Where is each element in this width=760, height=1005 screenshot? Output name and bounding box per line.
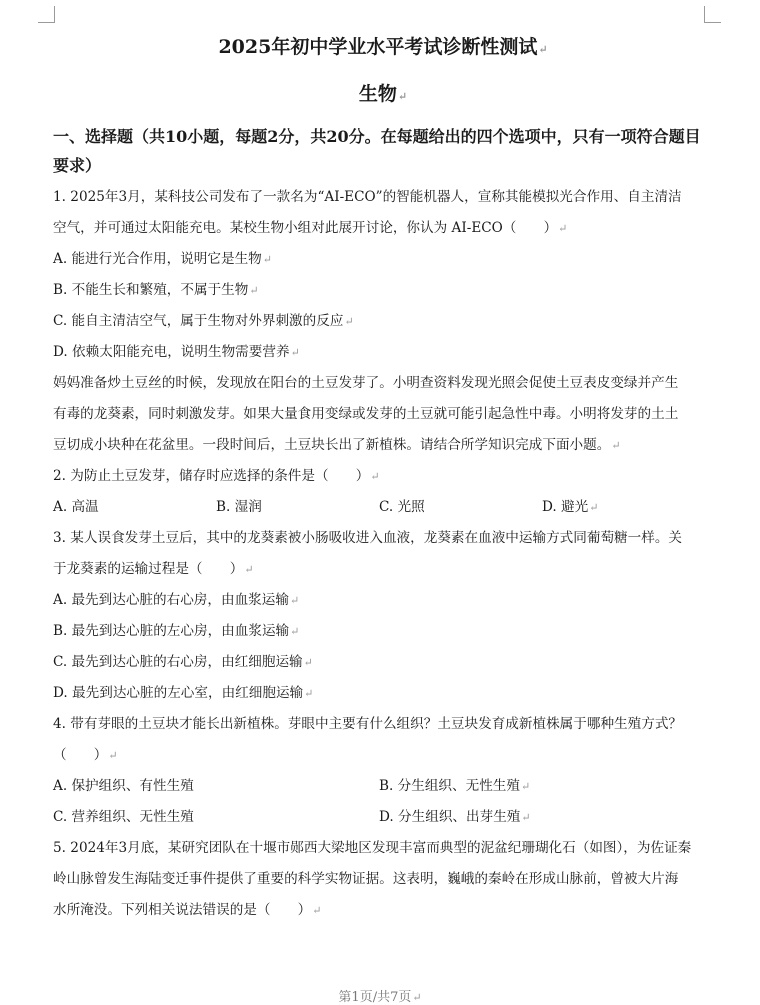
question-4-option-a: A. 保护组织、有性生殖: [53, 778, 194, 794]
crop-mark-top-left: [38, 6, 55, 23]
question-3-option-b: B. 最先到达心脏的左心房，由血浆运输↵: [53, 623, 300, 639]
document-page: 2025年初中学业水平考试诊断性测试↵ 生物↵ 一、选择题（共10小题，每题2分，共20分。在每题给出的四个选项中，只有一项符合题目要求） 1. 2025年3月，某科技公司发布了一款名为“AI-ECO”的智能机器人，宣称其能模拟光合作用、自主清洁 空气，并可通过太阳能充电。某校生物小组对此展开讨论，你认为 AI-ECO（ ）↵ A. 能进行光合作用，说明它是生物↵ B. 不能生长和繁殖，不属于生物↵ C. 能自主清洁空气，属于生物对外界刺激的反应↵ D. 依赖太阳能充电，说明生物需要营养↵ 妈妈准备炒土豆丝的时候，发现放在阳台的土豆发芽了。小明查资料发现光照会促使土豆表皮变绿并产生 有毒的龙葵素，同时刺激发芽。如果大量食用变绿或发芽的土豆就可能引起急性中毒。小明将发芽的土土 豆切成小块种在花盆里。一段时间后，土豆块长出了新植株。请结合所学知识完成下面小题。↵ 2. 为防止土豆发芽，储存时应选择的条件是（ ）↵ A. 高温 B. 湿润 C. 光照 D. 避光↵ 3. 某人误食发芽土豆后，其中的龙葵素被小肠吸收进入血液，龙葵素在血液中运输方式同葡萄糖一样。关 于龙葵素的运输过程是（ ）↵ A. 最先到达心脏的右心房，由血浆运输↵ B. 最先到达心脏的左心房，由血浆运输↵ C. 最先到达心脏的右心房，由红细胞运输↵ D. 最先到达心脏的左心室，由红细胞运输↵ 4. 带有芽眼的土豆块才能长出新植株。芽眼中主要有什么组织？土豆块发育成新植株属于哪种生殖方式？ （ ）↵ A. 保护组织、有性生殖 B. 分生组织、无性生殖↵ C. 营养组织、无性生殖 D. 分生组织、出芽生殖↵ 5. 2024年3月底，某研究团队在十堰市郧西大梁地区发现丰富而典型的泥盆纪珊瑚化石（如图），为佐证秦 岭山脉曾发生海陆变迁事件提供了重要的科学实物证据。这表明，巍峨的秦岭在形成山脉前，曾被大片海 水所淹没。下列相关说法错误的是（ ）↵: [53, 28, 713, 926]
exam-subject: 生物↵: [358, 83, 408, 105]
question-3-option-c: C. 最先到达心脏的右心房，由红细胞运输↵: [53, 654, 313, 670]
question-4-option-c: C. 营养组织、无性生殖: [53, 809, 194, 825]
question-1-stem: 1. 2025年3月，某科技公司发布了一款名为“AI-ECO”的智能机器人，宣称其能模拟光合作用、自主清洁: [53, 189, 682, 205]
question-1-option-a: A. 能进行光合作用，说明它是生物↵: [53, 251, 272, 267]
question-2-option-c: C. 光照: [379, 499, 425, 515]
question-2-option-b: B. 湿润: [216, 499, 262, 515]
question-3-stem: 3. 某人误食发芽土豆后，其中的龙葵素被小肠吸收进入血液，龙葵素在血液中运输方式同葡萄糖一样。关: [53, 530, 683, 546]
question-4-stem: 4. 带有芽眼的土豆块才能长出新植株。芽眼中主要有什么组织？土豆块发育成新植株属于哪种生殖方式？: [53, 716, 683, 732]
crop-mark-top-right: [704, 6, 721, 23]
reading-passage: 妈妈准备炒土豆丝的时候，发现放在阳台的土豆发芽了。小明查资料发现光照会促使土豆表皮变绿并产生: [53, 375, 679, 391]
question-4-options-row-1: [53, 771, 713, 802]
question-4-option-b: B. 分生组织、无性生殖↵: [379, 778, 531, 794]
section-heading: 一、选择题（共10小题，每题2分，共20分。在每题给出的四个选项中，只有一项符合题目要求）: [53, 127, 701, 175]
exam-title: 2025年初中学业水平考试诊断性测试↵: [218, 36, 548, 58]
question-2-option-d: D. 避光↵: [542, 499, 599, 515]
page-footer: 第1页/共7页↵: [338, 990, 422, 1005]
question-2-option-a: A. 高温: [53, 499, 99, 515]
question-3-option-d: D. 最先到达心脏的左心室，由红细胞运输↵: [53, 685, 314, 701]
question-2-options: [53, 492, 713, 523]
question-3-option-a: A. 最先到达心脏的右心房，由血浆运输↵: [53, 592, 300, 608]
question-4-options-row-2: [53, 802, 713, 833]
question-5-stem: 5. 2024年3月底，某研究团队在十堰市郧西大梁地区发现丰富而典型的泥盆纪珊瑚化石（如图），为佐证秦: [53, 840, 692, 856]
question-1-option-d: D. 依赖太阳能充电，说明生物需要营养↵: [53, 344, 300, 360]
question-1-option-b: B. 不能生长和繁殖，不属于生物↵: [53, 282, 259, 298]
question-2-stem: 2. 为防止土豆发芽，储存时应选择的条件是（ ）↵: [53, 468, 380, 484]
question-1-option-c: C. 能自主清洁空气，属于生物对外界刺激的反应↵: [53, 313, 354, 329]
question-4-option-d: D. 分生组织、出芽生殖↵: [379, 809, 531, 825]
